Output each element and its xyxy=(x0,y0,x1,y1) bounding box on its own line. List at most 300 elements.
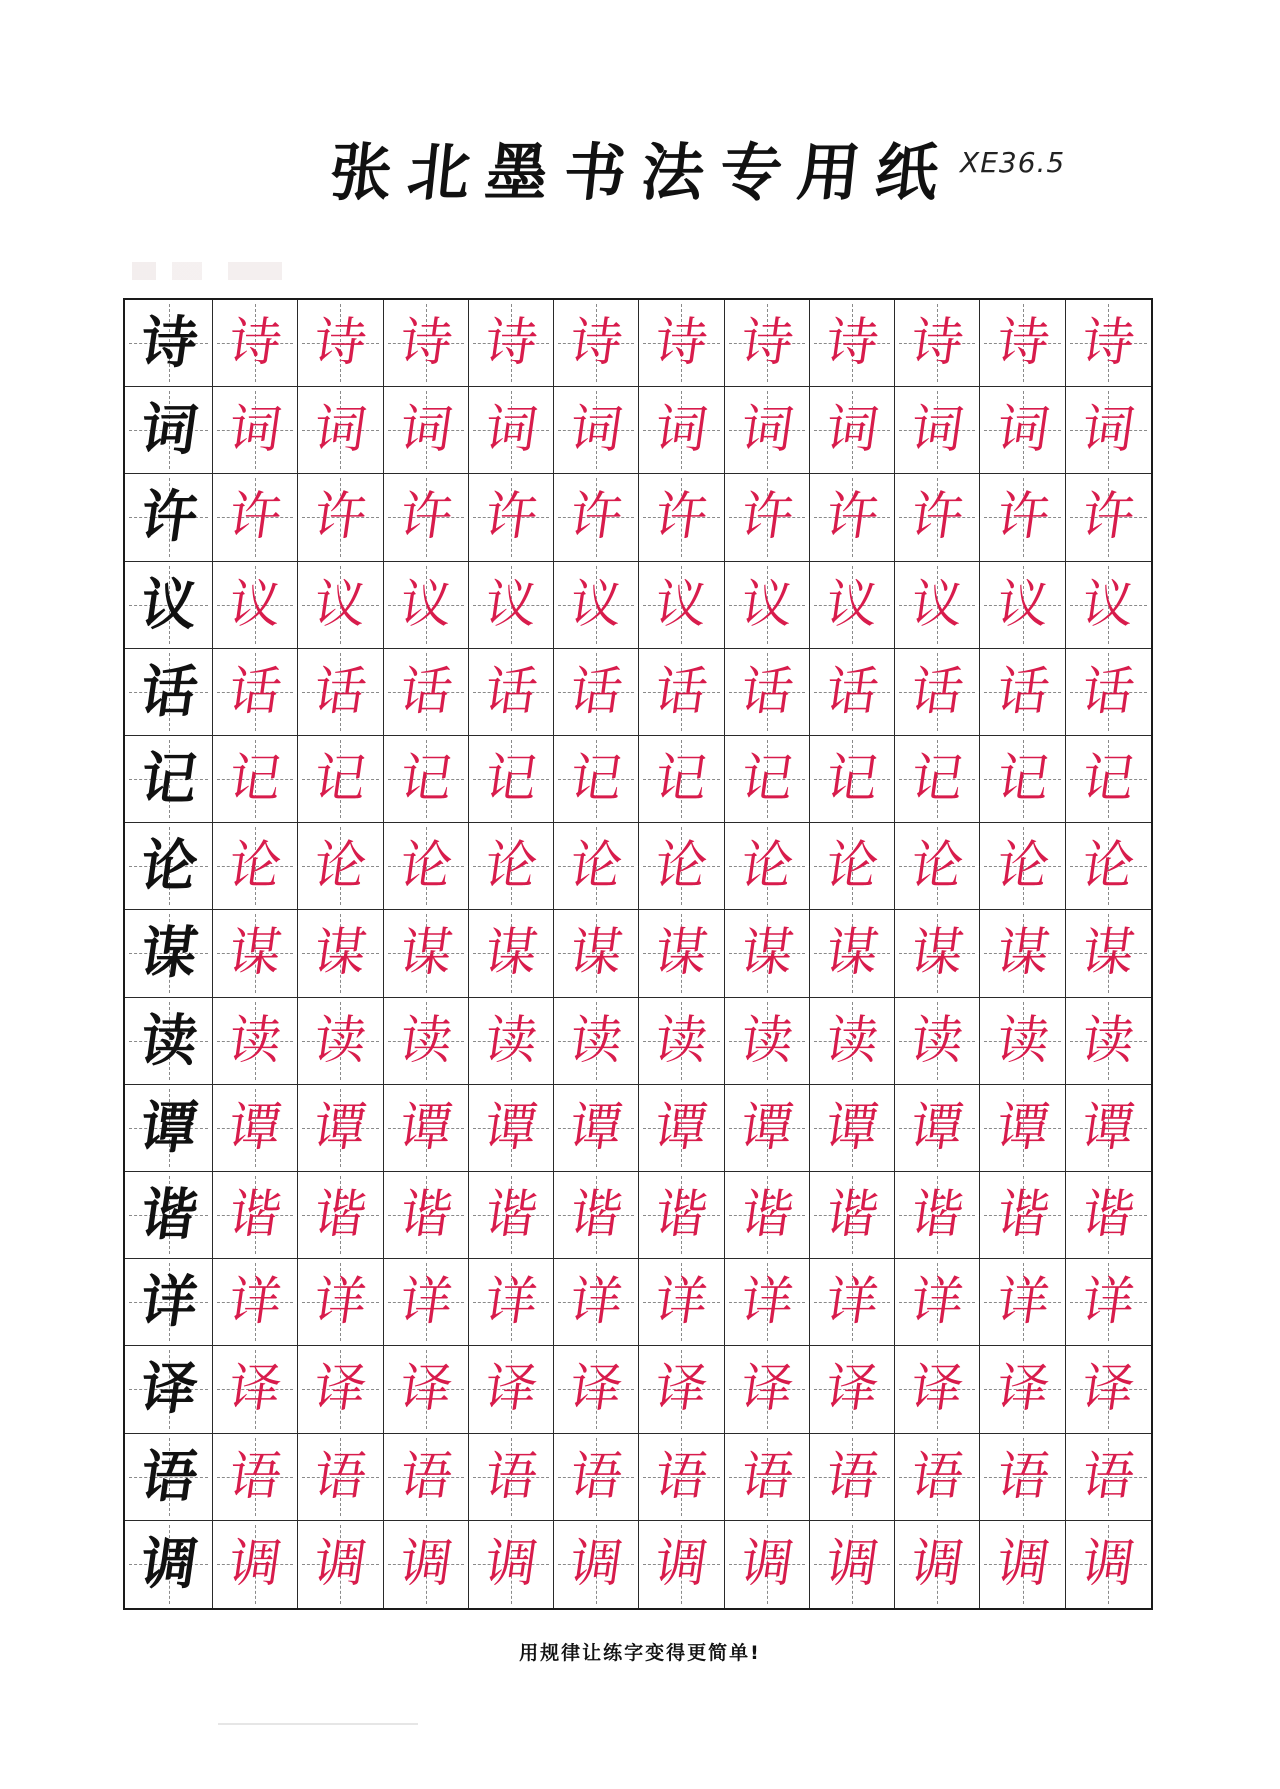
trace-character: 译 xyxy=(395,1359,456,1420)
trace-cell xyxy=(298,1259,383,1346)
trace-character: 详 xyxy=(651,1272,712,1333)
trace-cell xyxy=(980,1085,1065,1172)
trace-cell xyxy=(298,823,383,910)
trace-cell xyxy=(639,474,724,561)
trace-cell xyxy=(895,649,980,736)
trace-character: 词 xyxy=(224,400,286,461)
trace-cell xyxy=(980,562,1065,649)
trace-cell xyxy=(980,910,1065,997)
trace-cell xyxy=(725,649,810,736)
trace-character: 议 xyxy=(310,574,371,635)
trace-character: 读 xyxy=(821,1010,883,1071)
trace-character: 记 xyxy=(224,749,286,810)
trace-cell xyxy=(810,1172,895,1259)
faint-bottom-line xyxy=(218,1723,418,1725)
trace-character: 论 xyxy=(224,836,286,897)
trace-character: 论 xyxy=(907,836,968,897)
trace-cell xyxy=(469,1259,554,1346)
trace-cell xyxy=(213,1172,298,1259)
trace-cell xyxy=(554,736,639,823)
trace-character: 谭 xyxy=(821,1097,883,1158)
trace-character: 谐 xyxy=(565,1185,627,1246)
trace-character: 许 xyxy=(1078,487,1139,548)
trace-character: 译 xyxy=(651,1359,712,1420)
trace-character: 谋 xyxy=(395,923,456,984)
trace-character: 许 xyxy=(907,487,968,548)
trace-cell xyxy=(639,300,724,387)
trace-character: 词 xyxy=(651,400,712,461)
trace-character: 许 xyxy=(395,487,456,548)
trace-cell xyxy=(298,1172,383,1259)
trace-cell xyxy=(639,1172,724,1259)
trace-character: 读 xyxy=(651,1010,712,1071)
trace-character: 论 xyxy=(1078,836,1139,897)
trace-cell xyxy=(554,823,639,910)
model-cell xyxy=(125,1521,213,1608)
trace-character: 诗 xyxy=(907,313,968,374)
trace-cell xyxy=(213,998,298,1085)
trace-character: 译 xyxy=(992,1359,1053,1420)
trace-cell xyxy=(384,562,469,649)
trace-character: 谋 xyxy=(907,923,968,984)
trace-cell xyxy=(469,300,554,387)
trace-cell xyxy=(725,998,810,1085)
trace-character: 记 xyxy=(907,749,968,810)
model-character: 调 xyxy=(135,1531,202,1598)
trace-character: 词 xyxy=(565,400,627,461)
trace-character: 读 xyxy=(310,1010,371,1071)
trace-cell xyxy=(384,823,469,910)
trace-character: 许 xyxy=(992,487,1053,548)
trace-cell xyxy=(725,387,810,474)
trace-cell xyxy=(298,1085,383,1172)
model-cell xyxy=(125,910,213,997)
trace-cell xyxy=(1066,1172,1151,1259)
trace-cell xyxy=(554,474,639,561)
trace-cell xyxy=(810,1346,895,1433)
trace-cell xyxy=(895,1434,980,1521)
trace-character: 论 xyxy=(736,836,797,897)
trace-cell xyxy=(213,1521,298,1608)
trace-cell xyxy=(810,910,895,997)
trace-cell xyxy=(639,998,724,1085)
trace-character: 谋 xyxy=(821,923,883,984)
trace-cell xyxy=(554,387,639,474)
trace-character: 读 xyxy=(224,1010,286,1071)
trace-character: 谐 xyxy=(907,1185,968,1246)
trace-character: 诗 xyxy=(1078,313,1139,374)
trace-character: 语 xyxy=(565,1446,627,1507)
trace-cell xyxy=(1066,1434,1151,1521)
trace-cell xyxy=(554,649,639,736)
trace-character: 记 xyxy=(480,749,542,810)
trace-cell xyxy=(725,562,810,649)
model-cell xyxy=(125,387,213,474)
model-cell xyxy=(125,1434,213,1521)
page-title: 张北墨书法专用纸 xyxy=(326,136,958,209)
trace-character: 诗 xyxy=(480,313,542,374)
trace-cell xyxy=(895,1346,980,1433)
trace-character: 语 xyxy=(395,1446,456,1507)
trace-cell xyxy=(895,823,980,910)
trace-cell xyxy=(554,1172,639,1259)
trace-cell xyxy=(895,1259,980,1346)
trace-character: 谋 xyxy=(1078,923,1139,984)
trace-cell xyxy=(298,562,383,649)
trace-cell xyxy=(1066,1521,1151,1608)
trace-character: 谭 xyxy=(1078,1097,1139,1158)
model-character: 译 xyxy=(135,1356,202,1423)
trace-cell xyxy=(639,649,724,736)
trace-cell xyxy=(298,1521,383,1608)
trace-character: 谋 xyxy=(651,923,712,984)
trace-cell xyxy=(384,1521,469,1608)
trace-cell xyxy=(639,736,724,823)
footer-slogan: 用规律让练字变得更简单! xyxy=(519,1642,761,1664)
trace-cell xyxy=(298,474,383,561)
trace-character: 论 xyxy=(310,836,371,897)
trace-cell xyxy=(384,1434,469,1521)
model-character: 读 xyxy=(135,1007,202,1074)
model-character: 话 xyxy=(135,658,202,725)
trace-character: 谋 xyxy=(992,923,1053,984)
trace-character: 议 xyxy=(736,574,797,635)
trace-cell xyxy=(554,1259,639,1346)
page-header xyxy=(326,118,1066,228)
trace-character: 词 xyxy=(1078,400,1139,461)
trace-character: 语 xyxy=(821,1446,883,1507)
trace-cell xyxy=(469,998,554,1085)
trace-character: 译 xyxy=(480,1359,542,1420)
trace-character: 语 xyxy=(310,1446,371,1507)
practice-grid xyxy=(123,298,1153,1610)
model-character: 诗 xyxy=(135,310,202,377)
trace-character: 译 xyxy=(821,1359,883,1420)
trace-character: 调 xyxy=(992,1534,1053,1595)
trace-character: 词 xyxy=(907,400,968,461)
trace-cell xyxy=(725,736,810,823)
trace-cell xyxy=(895,736,980,823)
trace-cell xyxy=(810,562,895,649)
trace-cell xyxy=(469,1346,554,1433)
trace-cell xyxy=(1066,300,1151,387)
trace-character: 调 xyxy=(480,1534,542,1595)
trace-character: 读 xyxy=(395,1010,456,1071)
trace-cell xyxy=(213,562,298,649)
trace-cell xyxy=(1066,474,1151,561)
paper-code: XE36.5 xyxy=(960,146,1066,179)
trace-cell xyxy=(1066,823,1151,910)
trace-cell xyxy=(1066,562,1151,649)
trace-character: 语 xyxy=(480,1446,542,1507)
trace-character: 话 xyxy=(992,661,1053,722)
trace-character: 谐 xyxy=(992,1185,1053,1246)
model-character: 谭 xyxy=(135,1094,202,1161)
trace-cell xyxy=(384,387,469,474)
trace-cell xyxy=(980,823,1065,910)
model-cell xyxy=(125,300,213,387)
trace-character: 谭 xyxy=(480,1097,542,1158)
trace-character: 语 xyxy=(907,1446,968,1507)
trace-cell xyxy=(469,1085,554,1172)
trace-cell xyxy=(1066,1259,1151,1346)
trace-cell xyxy=(469,1521,554,1608)
model-character: 谐 xyxy=(135,1182,202,1249)
trace-cell xyxy=(1066,649,1151,736)
trace-cell xyxy=(213,474,298,561)
trace-character: 论 xyxy=(565,836,627,897)
trace-character: 谭 xyxy=(651,1097,712,1158)
trace-cell xyxy=(298,300,383,387)
trace-character: 语 xyxy=(736,1446,797,1507)
trace-cell xyxy=(980,736,1065,823)
trace-cell xyxy=(810,1259,895,1346)
trace-cell xyxy=(810,474,895,561)
trace-cell xyxy=(213,300,298,387)
trace-character: 译 xyxy=(736,1359,797,1420)
trace-cell xyxy=(298,910,383,997)
trace-cell xyxy=(298,998,383,1085)
trace-character: 议 xyxy=(480,574,542,635)
trace-character: 诗 xyxy=(565,313,627,374)
trace-character: 谐 xyxy=(821,1185,883,1246)
trace-cell xyxy=(980,1346,1065,1433)
trace-character: 词 xyxy=(480,400,542,461)
trace-cell xyxy=(810,1434,895,1521)
model-cell xyxy=(125,562,213,649)
trace-character: 谋 xyxy=(565,923,627,984)
trace-cell xyxy=(1066,998,1151,1085)
trace-character: 词 xyxy=(736,400,797,461)
trace-character: 论 xyxy=(395,836,456,897)
trace-cell xyxy=(213,910,298,997)
trace-character: 译 xyxy=(310,1359,371,1420)
model-cell xyxy=(125,474,213,561)
trace-cell xyxy=(384,910,469,997)
trace-cell xyxy=(895,1521,980,1608)
trace-cell xyxy=(895,300,980,387)
trace-cell xyxy=(384,736,469,823)
trace-cell xyxy=(469,649,554,736)
trace-character: 词 xyxy=(992,400,1053,461)
trace-cell xyxy=(639,1521,724,1608)
trace-character: 谭 xyxy=(395,1097,456,1158)
trace-character: 议 xyxy=(224,574,286,635)
trace-character: 调 xyxy=(821,1534,883,1595)
trace-cell xyxy=(469,387,554,474)
trace-cell xyxy=(384,1346,469,1433)
model-character: 论 xyxy=(135,833,202,900)
trace-cell xyxy=(725,910,810,997)
trace-character: 详 xyxy=(224,1272,286,1333)
trace-character: 谐 xyxy=(395,1185,456,1246)
trace-cell xyxy=(725,1521,810,1608)
trace-cell xyxy=(1066,736,1151,823)
trace-character: 论 xyxy=(651,836,712,897)
trace-character: 详 xyxy=(395,1272,456,1333)
trace-character: 诗 xyxy=(310,313,371,374)
trace-character: 译 xyxy=(907,1359,968,1420)
trace-character: 译 xyxy=(1078,1359,1139,1420)
trace-cell xyxy=(384,1259,469,1346)
trace-character: 论 xyxy=(992,836,1053,897)
trace-cell xyxy=(725,474,810,561)
trace-cell xyxy=(1066,387,1151,474)
trace-character: 话 xyxy=(736,661,797,722)
trace-cell xyxy=(554,562,639,649)
trace-cell xyxy=(639,910,724,997)
trace-cell xyxy=(810,649,895,736)
trace-cell xyxy=(725,300,810,387)
trace-cell xyxy=(639,1434,724,1521)
trace-character: 详 xyxy=(480,1272,542,1333)
trace-character: 语 xyxy=(224,1446,286,1507)
trace-character: 语 xyxy=(651,1446,712,1507)
trace-character: 记 xyxy=(1078,749,1139,810)
trace-character: 许 xyxy=(651,487,712,548)
trace-character: 话 xyxy=(480,661,542,722)
model-cell xyxy=(125,1085,213,1172)
trace-character: 详 xyxy=(736,1272,797,1333)
trace-character: 谋 xyxy=(224,923,286,984)
trace-cell xyxy=(384,474,469,561)
trace-cell xyxy=(554,300,639,387)
trace-cell xyxy=(213,387,298,474)
trace-cell xyxy=(810,387,895,474)
trace-character: 详 xyxy=(565,1272,627,1333)
trace-character: 谭 xyxy=(310,1097,371,1158)
trace-character: 调 xyxy=(651,1534,712,1595)
trace-cell xyxy=(639,823,724,910)
trace-cell xyxy=(895,562,980,649)
trace-character: 谐 xyxy=(651,1185,712,1246)
trace-character: 话 xyxy=(907,661,968,722)
trace-character: 话 xyxy=(1078,661,1139,722)
trace-character: 语 xyxy=(1078,1446,1139,1507)
trace-cell xyxy=(554,1346,639,1433)
model-cell xyxy=(125,649,213,736)
trace-character: 许 xyxy=(821,487,883,548)
trace-character: 译 xyxy=(224,1359,286,1420)
trace-character: 读 xyxy=(992,1010,1053,1071)
trace-cell xyxy=(639,387,724,474)
trace-cell xyxy=(639,1346,724,1433)
model-character: 词 xyxy=(135,397,202,464)
trace-cell xyxy=(213,649,298,736)
trace-cell xyxy=(725,1434,810,1521)
trace-character: 论 xyxy=(480,836,542,897)
trace-character: 议 xyxy=(651,574,712,635)
trace-cell xyxy=(469,1172,554,1259)
trace-cell xyxy=(384,1085,469,1172)
trace-character: 诗 xyxy=(224,313,286,374)
trace-cell xyxy=(980,1521,1065,1608)
trace-character: 诗 xyxy=(821,313,883,374)
trace-cell xyxy=(980,1434,1065,1521)
trace-character: 记 xyxy=(821,749,883,810)
trace-cell xyxy=(639,562,724,649)
trace-character: 议 xyxy=(395,574,456,635)
trace-character: 谭 xyxy=(224,1097,286,1158)
trace-cell xyxy=(213,736,298,823)
trace-character: 谐 xyxy=(480,1185,542,1246)
trace-cell xyxy=(469,736,554,823)
trace-character: 谭 xyxy=(992,1097,1053,1158)
trace-character: 谐 xyxy=(1078,1185,1139,1246)
trace-cell xyxy=(725,1085,810,1172)
trace-cell xyxy=(554,1521,639,1608)
trace-character: 许 xyxy=(736,487,797,548)
trace-cell xyxy=(384,300,469,387)
model-cell xyxy=(125,998,213,1085)
trace-cell xyxy=(213,1259,298,1346)
model-character: 语 xyxy=(135,1443,202,1510)
trace-character: 话 xyxy=(651,661,712,722)
trace-character: 词 xyxy=(310,400,371,461)
trace-cell xyxy=(725,823,810,910)
trace-cell xyxy=(298,387,383,474)
trace-character: 许 xyxy=(224,487,286,548)
trace-character: 议 xyxy=(992,574,1053,635)
trace-character: 详 xyxy=(310,1272,371,1333)
trace-cell xyxy=(298,649,383,736)
trace-cell xyxy=(895,1085,980,1172)
trace-cell xyxy=(554,998,639,1085)
trace-cell xyxy=(213,1085,298,1172)
trace-cell xyxy=(469,474,554,561)
trace-cell xyxy=(810,823,895,910)
trace-character: 详 xyxy=(821,1272,883,1333)
trace-cell xyxy=(213,1346,298,1433)
trace-character: 议 xyxy=(821,574,883,635)
trace-cell xyxy=(554,1085,639,1172)
trace-cell xyxy=(810,300,895,387)
trace-cell xyxy=(469,823,554,910)
trace-cell xyxy=(725,1346,810,1433)
trace-character: 话 xyxy=(565,661,627,722)
trace-cell xyxy=(895,387,980,474)
trace-cell xyxy=(469,1434,554,1521)
trace-character: 读 xyxy=(565,1010,627,1071)
trace-cell xyxy=(980,387,1065,474)
trace-cell xyxy=(980,474,1065,561)
trace-cell xyxy=(213,823,298,910)
trace-character: 话 xyxy=(310,661,371,722)
trace-character: 诗 xyxy=(736,313,797,374)
trace-cell xyxy=(725,1259,810,1346)
model-character: 详 xyxy=(135,1269,202,1336)
trace-cell xyxy=(980,300,1065,387)
trace-character: 调 xyxy=(1078,1534,1139,1595)
trace-cell xyxy=(639,1259,724,1346)
trace-character: 语 xyxy=(992,1446,1053,1507)
trace-character: 调 xyxy=(736,1534,797,1595)
trace-character: 谋 xyxy=(480,923,542,984)
trace-cell xyxy=(384,649,469,736)
trace-character: 议 xyxy=(907,574,968,635)
trace-cell xyxy=(554,910,639,997)
trace-cell xyxy=(895,474,980,561)
trace-cell xyxy=(980,1259,1065,1346)
trace-character: 调 xyxy=(395,1534,456,1595)
trace-character: 议 xyxy=(1078,574,1139,635)
trace-cell xyxy=(980,998,1065,1085)
trace-cell xyxy=(1066,910,1151,997)
trace-character: 记 xyxy=(395,749,456,810)
trace-cell xyxy=(810,1521,895,1608)
trace-cell xyxy=(895,998,980,1085)
trace-cell xyxy=(1066,1085,1151,1172)
